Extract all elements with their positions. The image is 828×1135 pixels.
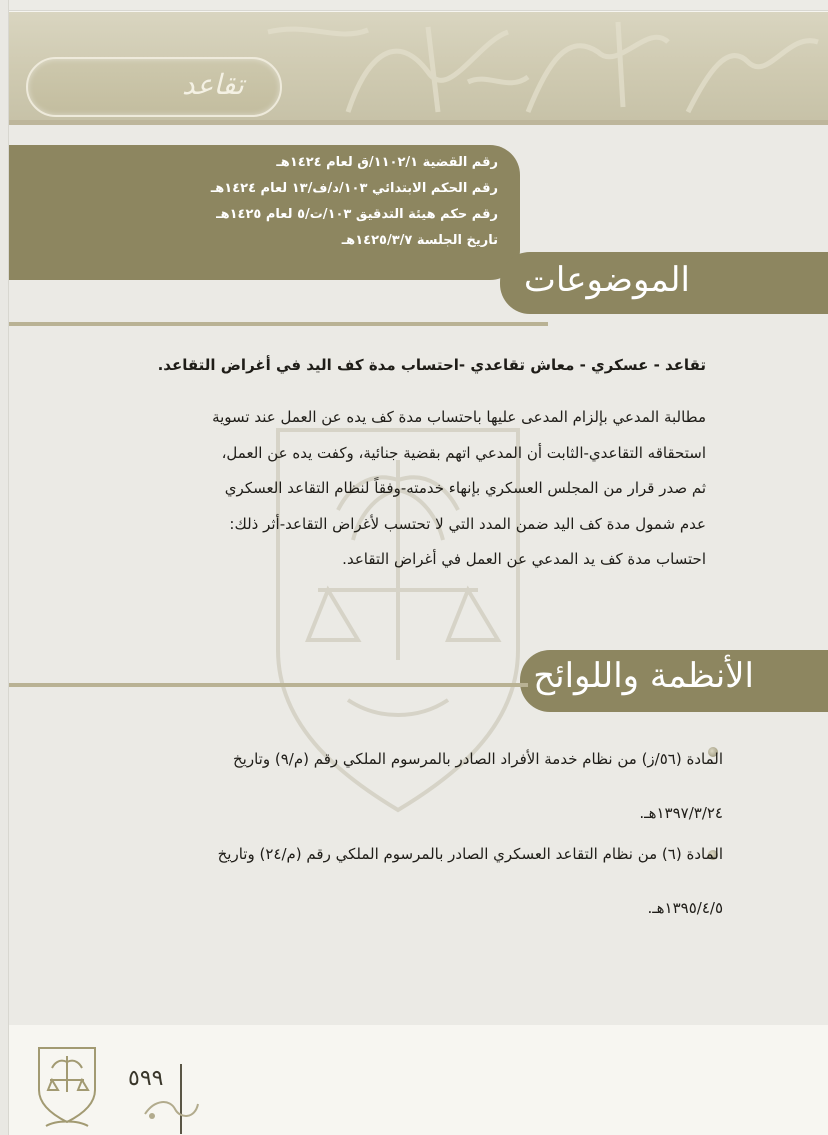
- page-header: [8, 12, 828, 120]
- case-info-lines: [78, 150, 498, 254]
- law-item: [103, 732, 723, 840]
- law-item-line: ١٣٩٧/٣/٢٤هـ.: [639, 804, 723, 822]
- topics-heading: الموضوعات: [523, 260, 690, 300]
- initial-ruling-number: رقم الحكم الابتدائي ١٠٣/د/ف/١٣ لعام ١٤٢٤هـ: [210, 181, 498, 196]
- laws-divider: [8, 683, 528, 687]
- law-item-line: المادة (٦) من نظام التقاعد العسكري الصادر بالمرسوم الملكي رقم (م/٢٤) وتاريخ: [217, 845, 723, 863]
- law-item-line: ١٣٩٥/٤/٥هـ.: [647, 899, 723, 917]
- body-line: ثم صدر قرار من المجلس العسكري بإنهاء خدمته-وفقاً لنظام التقاعد العسكري: [224, 479, 706, 497]
- body-line: مطالبة المدعي بإلزام المدعى عليها باحتساب مدة كف يده عن العمل عند تسوية: [212, 408, 706, 426]
- case-number: رقم القضية ١١٠٢/١/ق لعام ١٤٢٤هـ: [276, 155, 498, 170]
- footer-ornament: [140, 1094, 200, 1124]
- page-number: ٥٩٩: [128, 1066, 164, 1091]
- page-edge-top: [0, 0, 828, 11]
- page-edge-left: [0, 0, 9, 1135]
- topics-summary: تقاعد - عسكري - معاش تقاعدي -احتساب مدة كف اليد في أغراض التقاعد.: [157, 356, 706, 374]
- law-item-line: المادة (٥٦/ز) من نظام خدمة الأفراد الصادر بالمرسوم الملكي رقم (م/٩) وتاريخ: [233, 750, 723, 768]
- board-of-grievances-logo-icon: [34, 1040, 100, 1130]
- topics-divider: [8, 322, 548, 326]
- body-line: احتساب مدة كف يد المدعي عن العمل في أغراض التقاعد.: [342, 550, 706, 568]
- page-title: تقاعد: [182, 68, 244, 101]
- topics-body: [86, 400, 706, 578]
- body-line: عدم شمول مدة كف اليد ضمن المدد التي لا تحتسب لأغراض التقاعد-أثر ذلك:: [229, 514, 706, 533]
- law-item: [103, 827, 723, 935]
- review-ruling-number: رقم حكم هيئة التدقيق ١٠٣/ت/٥ لعام ١٤٢٥هـ: [216, 207, 498, 222]
- session-date: تاريخ الجلسة ١٤٢٥/٣/٧هـ: [341, 233, 498, 248]
- laws-heading: الأنظمة واللوائح: [533, 656, 754, 696]
- body-line: استحقاقه التقاعدي-الثابت أن المدعي اتهم بقضية جنائية، وكفت يده عن العمل،: [221, 443, 706, 462]
